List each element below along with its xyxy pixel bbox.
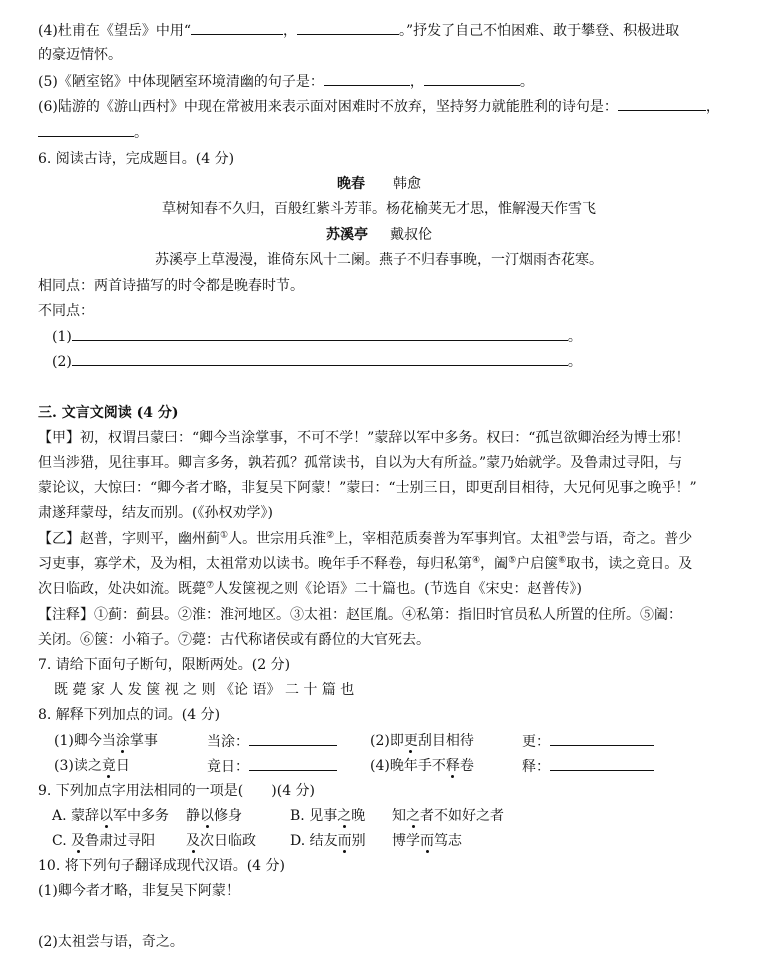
q9-option-c[interactable]: C. 及鲁肃过寻阳 [52, 833, 156, 849]
poem1-title: 晚春 [337, 176, 365, 192]
answer-blank[interactable] [249, 731, 337, 746]
q5-item6: (6)陆游的《游山西村》中现在常被用来表示面对困难时不放弃，坚持努力就能胜利的诗句是： ， [38, 96, 720, 117]
q6-diff-label: 不同点： [38, 303, 94, 319]
answer-blank[interactable] [72, 326, 568, 341]
q9-option-a-compare: 静以修身 [186, 808, 242, 824]
answer-blank[interactable] [324, 71, 410, 86]
poem2-title: 苏溪亭 [326, 227, 368, 243]
answer-blank[interactable] [424, 71, 520, 86]
q8-answer-3: 竟日： [207, 756, 337, 777]
q9-option-d-compare: 博学而笃志 [392, 833, 462, 849]
yi-line: 次日临政，处决如流。既薨⑦人发箧视之则《论语》二十篇也。(节选自《宋史：赵普传》) [38, 580, 583, 597]
answer-blank[interactable] [72, 351, 568, 366]
q10-sentence-2: (2)太祖尝与语，奇之。 [38, 934, 184, 950]
jia-line: 肃遂拜蒙母，结友而别。(《孙权劝学》) [38, 505, 273, 521]
q8-item-3: (3)读之竟日 [54, 758, 130, 774]
jia-line: 蒙论议，大惊曰：“卿今者才略，非复吴下阿蒙！”蒙曰：“士别三日，即更刮目相待，大兄何见事之晚乎！” [38, 480, 697, 496]
answer-blank[interactable] [618, 96, 706, 111]
q8-stem: 8. 解释下列加点的词。(4 分) [38, 707, 221, 723]
note-line: 【注释】①蓟：蓟县。②淮：淮河地区。③太祖：赵匡胤。④私第：指旧时官员私人所置的住所。⑤阖： [38, 607, 682, 623]
q10-stem: 10. 将下列句子翻译成现代汉语。(4 分) [38, 858, 285, 874]
answer-blank[interactable] [550, 731, 654, 746]
answer-blank[interactable] [38, 122, 134, 137]
q8-answer-2: 更： [522, 731, 654, 752]
poem1-text: 草树知春不久归，百般红紫斗芳菲。杨花榆荚无才思，惟解漫天作雪飞 [162, 201, 596, 217]
q9-option-d[interactable]: D. 结友而别 [290, 833, 366, 849]
q5-item4: (4)杜甫在《望岳》中用“ ， 。”抒发了自己不怕困难、敢于攀登、积极进取 [38, 20, 679, 41]
q8-answer-4: 释： [522, 756, 654, 777]
q9-option-c-compare: 及次日临政 [186, 833, 256, 849]
poem1-heading [0, 174, 758, 194]
poem2-author: 戴叔伦 [390, 227, 432, 243]
answer-blank[interactable] [297, 20, 399, 35]
q6-diff-2: (2) 。 [52, 351, 582, 372]
q8-item-2: (2)即更刮目相待 [370, 733, 474, 749]
q8-item-4: (4)晚年手不释卷 [370, 758, 474, 774]
section3-heading: 三. 文言文阅读 (4 分) [38, 405, 179, 421]
q9-option-a[interactable]: A. 蒙辞以军中多务 [52, 808, 170, 824]
poem2-heading [0, 225, 758, 245]
q8-answer-1: 当涂： [207, 731, 337, 752]
yi-line: 【乙】赵普，字则平，幽州蓟①人。世宗用兵淮②上，宰相范质奏普为军事判官。太祖③尝与语，奇之。普少 [38, 530, 693, 547]
q7-sentence: 既 薨 家 人 发 箧 视 之 则 《论 语》 二 十 篇 也 [54, 682, 355, 698]
jia-line: 但当涉猎，见往事耳。卿言多务，孰若孤？孤常读书，自以为大有所益。”蒙乃始就学。及鲁肃过寻阳，与 [38, 455, 683, 471]
yi-line: 习吏事，寡学术，及为相，太祖常劝以读书。晚年手不释卷，每归私第④，阖⑤户启箧⑥取书，读之竟日。及 [38, 555, 693, 572]
q5-item6-cont: 。 [38, 122, 148, 143]
q5-item4-cont: 的豪迈情怀。 [38, 47, 122, 63]
q6-same-point: 相同点：两首诗描写的时令都是晚春时节。 [38, 278, 304, 294]
q9-stem: 9. 下列加点字用法相同的一项是( )(4 分) [38, 783, 316, 799]
jia-line: 【甲】初，权谓吕蒙曰：“卿今当涂掌事，不可不学！”蒙辞以军中多务。权曰：“孤岂欲卿治经为博士邪！ [38, 430, 690, 446]
q9-option-b[interactable]: B. 见事之晚 [290, 808, 366, 824]
q5-item5: (5)《陋室铭》中体现陋室环境清幽的句子是： ， 。 [38, 71, 534, 92]
answer-blank[interactable] [550, 756, 654, 771]
q6-diff-1: (1) 。 [52, 326, 582, 347]
poem1-author: 韩愈 [393, 176, 421, 192]
q10-sentence-1: (1)卿今者才略，非复吴下阿蒙！ [38, 883, 240, 899]
q9-option-b-compare: 知之者不如好之者 [392, 808, 504, 824]
poem2-text: 苏溪亭上草漫漫，谁倚东风十二阑。燕子不归春事晚，一汀烟雨杏花寒。 [155, 252, 603, 268]
answer-blank[interactable] [191, 20, 283, 35]
q8-item-1: (1)卿今当涂掌事 [54, 733, 158, 749]
answer-blank[interactable] [249, 756, 337, 771]
q7-stem: 7. 请给下面句子断句，限断两处。(2 分) [38, 657, 291, 673]
q6-stem: 6. 阅读古诗，完成题目。(4 分) [38, 151, 235, 167]
note-line: 关闭。⑥箧：小箱子。⑦薨：古代称诸侯或有爵位的大官死去。 [38, 632, 430, 648]
